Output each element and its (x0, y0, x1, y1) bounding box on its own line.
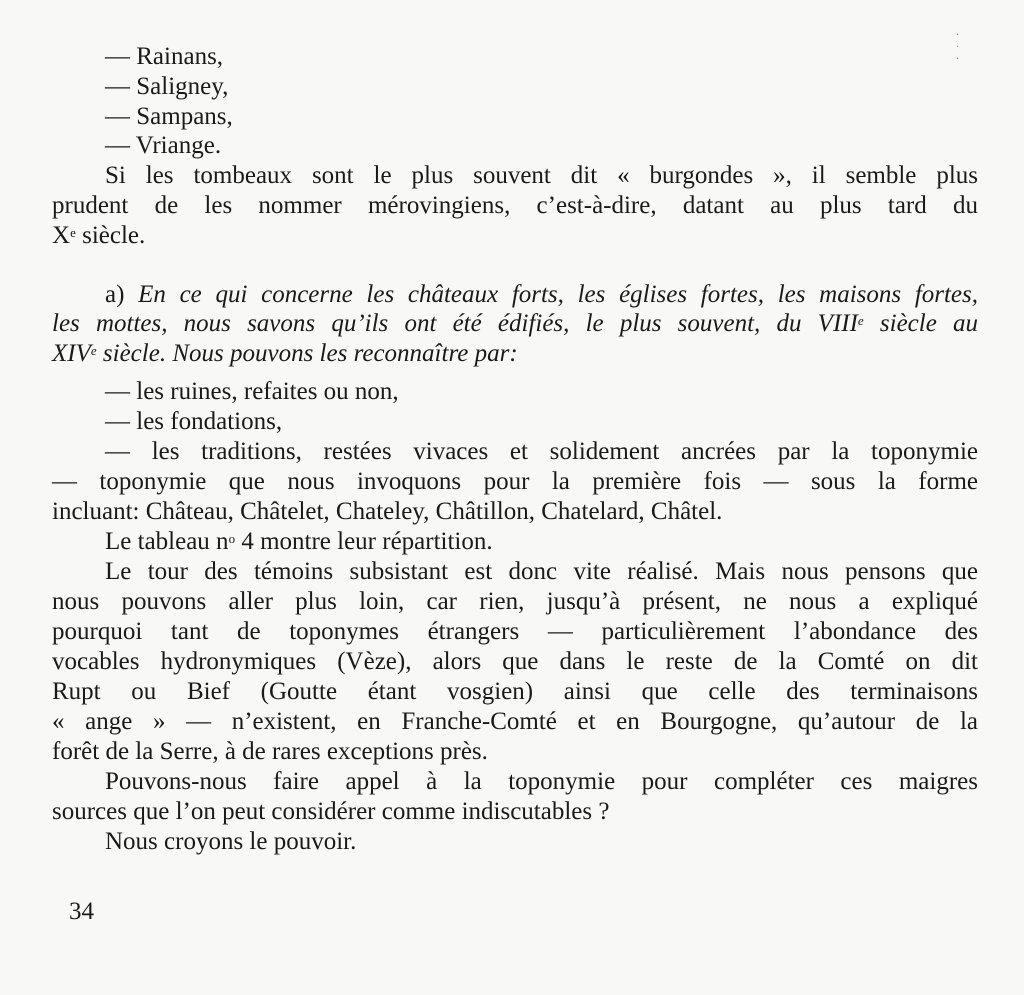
paragraph-line: « ange » — n’existent, en Franche-Comté et en Bourgogne, qu’autour de la (52, 708, 978, 735)
paragraph-line: Xe siècle. (52, 222, 146, 249)
paragraph-line: sources que l’on peut considérer comme indiscutables ? (52, 798, 610, 825)
paragraph-line: incluant: Château, Châtelet, Chateley, Châtillon, Chatelard, Châtel. (52, 498, 723, 525)
paragraph-line: pourquoi tant de toponymes étrangers — particulièrement l’abondance des (52, 618, 978, 645)
paragraph-line: forêt de la Serre, à de rares exceptions près. (52, 738, 488, 765)
list-item-saligney: — Saligney, (105, 73, 229, 100)
paragraph-line: Pouvons-nous faire appel à la toponymie pour compléter ces maigres (105, 768, 978, 795)
list-item-vriange: — Vriange. (105, 132, 222, 159)
list-item-sampans: — Sampans, (105, 103, 233, 130)
paragraph-line: Si les tombeaux sont le plus souvent dit « burgondes », il semble plus (105, 162, 978, 189)
paragraph-line: Le tour des témoins subsistant est donc vite réalisé. Mais nous pensons que (105, 558, 978, 585)
paragraph-line: prudent de les nommer mérovingiens, c’est-à-dire, datant au plus tard du (52, 192, 978, 219)
paragraph-line: Rupt ou Bief (Goutte étant vosgien) ainsi que celle des terminaisons (52, 678, 978, 705)
paragraph-line: — toponymie que nous invoquons pour la première fois — sous la forme (52, 468, 978, 495)
list-item: — les fondations, (105, 408, 283, 435)
paragraph-line: Le tableau $n^o$ 4 montre leur répartition. (105, 528, 493, 555)
list-item: — les ruines, refaites ou non, (105, 378, 399, 405)
paragraph-line: les mottes, nous savons qu’ils ont été édifiés, le plus souvent, du VIIIe siècle au (52, 310, 978, 337)
paragraph-line: nous pouvons aller plus loin, car rien, jusqu’à présent, ne nous a expliqué (52, 588, 978, 615)
page-number: 34 (69, 898, 94, 925)
list-item: — les traditions, restées vivaces et solidement ancrées par la toponymie (105, 438, 978, 465)
scan-mark-icon: · · · (956, 30, 960, 65)
list-item-rainans: — Rainans, (105, 43, 224, 70)
paragraph-line: vocables hydronymiques (Vèze), alors que dans le reste de la Comté on dit (52, 648, 978, 675)
paragraph-line: XIVe siècle. Nous pouvons les reconnaître par: (52, 340, 518, 367)
paragraph-line: a) En ce qui concerne les châteaux forts, les églises fortes, les maisons fortes, (105, 281, 979, 308)
paragraph-line: Nous croyons le pouvoir. (105, 828, 357, 855)
